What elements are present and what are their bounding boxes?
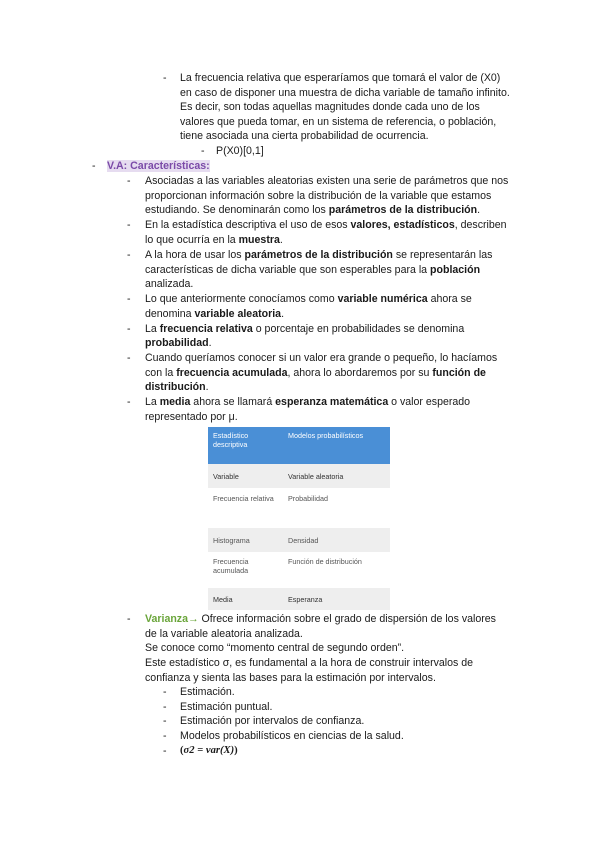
bullet-6-line-1: Cuando queríamos conocer si un valor era grande o pequeño, lo hacíamos <box>145 352 498 364</box>
bullet-dash: - <box>127 175 131 187</box>
bullet-2-line-1: En la estadística descriptiva el uso de esos valores, estadísticos, describen <box>145 219 507 231</box>
bullet-dash: - <box>163 72 167 84</box>
bullet-7-line-2: representado por μ. <box>145 411 238 423</box>
bullet-3-line-2: características de dicha variable que son esperables para la población <box>145 264 481 276</box>
variance-formula: (σ2 = var(X)) <box>180 745 238 756</box>
table-cell: Esperanza <box>288 594 323 604</box>
bullet-1-line-1: Asociadas a las variables aleatorias existen una serie de parámetros que nos <box>145 175 509 187</box>
bullet-dash: - <box>127 396 131 408</box>
varianza-term: Varianza <box>145 613 188 625</box>
table-cell: Probabilidad <box>288 494 328 503</box>
intro-line-3: Es decir, son todas aquellas magnitudes donde cada uno de los <box>180 101 480 113</box>
bullet-5-line-2: probabilidad. <box>145 337 212 349</box>
comparison-table <box>208 427 390 610</box>
table-cell: Frecuencia acumulada <box>213 557 249 575</box>
table-row <box>208 464 390 488</box>
bullet-dash: - <box>127 249 131 261</box>
bullet-1-line-2: proporcionan información sobre la distribución de la variable que estamos <box>145 190 492 202</box>
table-cell: Media <box>213 594 233 604</box>
table-cell: Densidad <box>288 535 319 545</box>
table-header-cell: Estadístico descriptiva <box>213 431 249 449</box>
table-cell: Función de distribución <box>288 557 362 566</box>
varianza-line-4: Este estadístico σ, es fundamental a la hora de construir intervalos de <box>145 657 474 669</box>
varianza-item: Modelos probabilísticos en ciencias de la salud. <box>180 730 404 742</box>
bullet-1-line-3: estudiando. Se denominarán como los parámetros de la distribución. <box>145 204 481 216</box>
bullet-dash: - <box>163 715 167 727</box>
bullet-dash: - <box>163 745 167 757</box>
bullet-dash: - <box>127 613 131 625</box>
bullet-3-line-1: A la hora de usar los parámetros de la distribución se representarán las <box>145 249 493 261</box>
bullet-dash: - <box>127 352 131 364</box>
arrow-icon: → <box>188 613 199 625</box>
table-row <box>208 588 390 610</box>
varianza-item: Estimación por intervalos de confianza. <box>180 715 365 727</box>
bullet-2-line-2: lo que ocurría en la muestra. <box>145 234 283 246</box>
varianza-line-3: Se conoce como “momento central de segundo orden”. <box>145 642 405 654</box>
varianza-line-1: Varianza→ Ofrece información sobre el grado de dispersión de los valores <box>145 613 496 625</box>
intro-line-1: La frecuencia relativa que esperaríamos que tomará el valor de (X0) <box>180 72 501 84</box>
table-row <box>208 488 390 528</box>
table-row <box>208 552 390 588</box>
varianza-item: Estimación puntual. <box>180 701 273 713</box>
bullet-dash: - <box>92 160 96 172</box>
table-cell: Variable <box>213 471 239 481</box>
table-cell: Histograma <box>213 535 250 545</box>
bullet-7-line-1: La media ahora se llamará esperanza matemática o valor esperado <box>145 396 471 408</box>
table-cell: Frecuencia relativa <box>213 494 274 503</box>
bullet-4-line-2: denomina variable aleatoria. <box>145 308 285 320</box>
intro-line-5: tiene asociada una cierta probabilidad de ocurrencia. <box>180 130 429 142</box>
section-title <box>107 159 210 174</box>
bullet-dash: - <box>201 145 205 157</box>
bullet-5-line-1: La frecuencia relativa o porcentaje en probabilidades se denomina <box>145 323 465 335</box>
table-header-cell: Modelos probabilísticos <box>288 431 364 440</box>
bullet-dash: - <box>163 730 167 742</box>
table-cell: Variable aleatoria <box>288 471 344 481</box>
intro-line-2: en caso de disponer una muestra de dicha variable de tamaño infinito. <box>180 87 510 99</box>
bullet-6-line-2: con la frecuencia acumulada, ahora lo abordaremos por su función de <box>145 367 486 379</box>
bullet-dash: - <box>163 686 167 698</box>
bullet-3-line-3: analizada. <box>145 278 194 290</box>
bullet-6-line-3: distribución. <box>145 381 209 393</box>
varianza-line-5: confianza y sienta las bases para la estimación por intervalos. <box>145 672 436 684</box>
varianza-item: Estimación. <box>180 686 235 698</box>
varianza-line-2: de la variable aleatoria analizada. <box>145 628 303 640</box>
bullet-dash: - <box>127 323 131 335</box>
section-title-text: V.A: Características: <box>107 160 210 172</box>
bullet-dash: - <box>127 293 131 305</box>
table-row <box>208 528 390 552</box>
intro-sub: P(X0)[0,1] <box>216 145 264 157</box>
bullet-dash: - <box>127 219 131 231</box>
intro-line-4: valores que pueda tomar, en un sistema de referencia, o población, <box>180 116 497 128</box>
bullet-dash: - <box>163 701 167 713</box>
table-header-row <box>208 427 390 464</box>
bullet-4-line-1: Lo que anteriormente conocíamos como variable numérica ahora se <box>145 293 472 305</box>
